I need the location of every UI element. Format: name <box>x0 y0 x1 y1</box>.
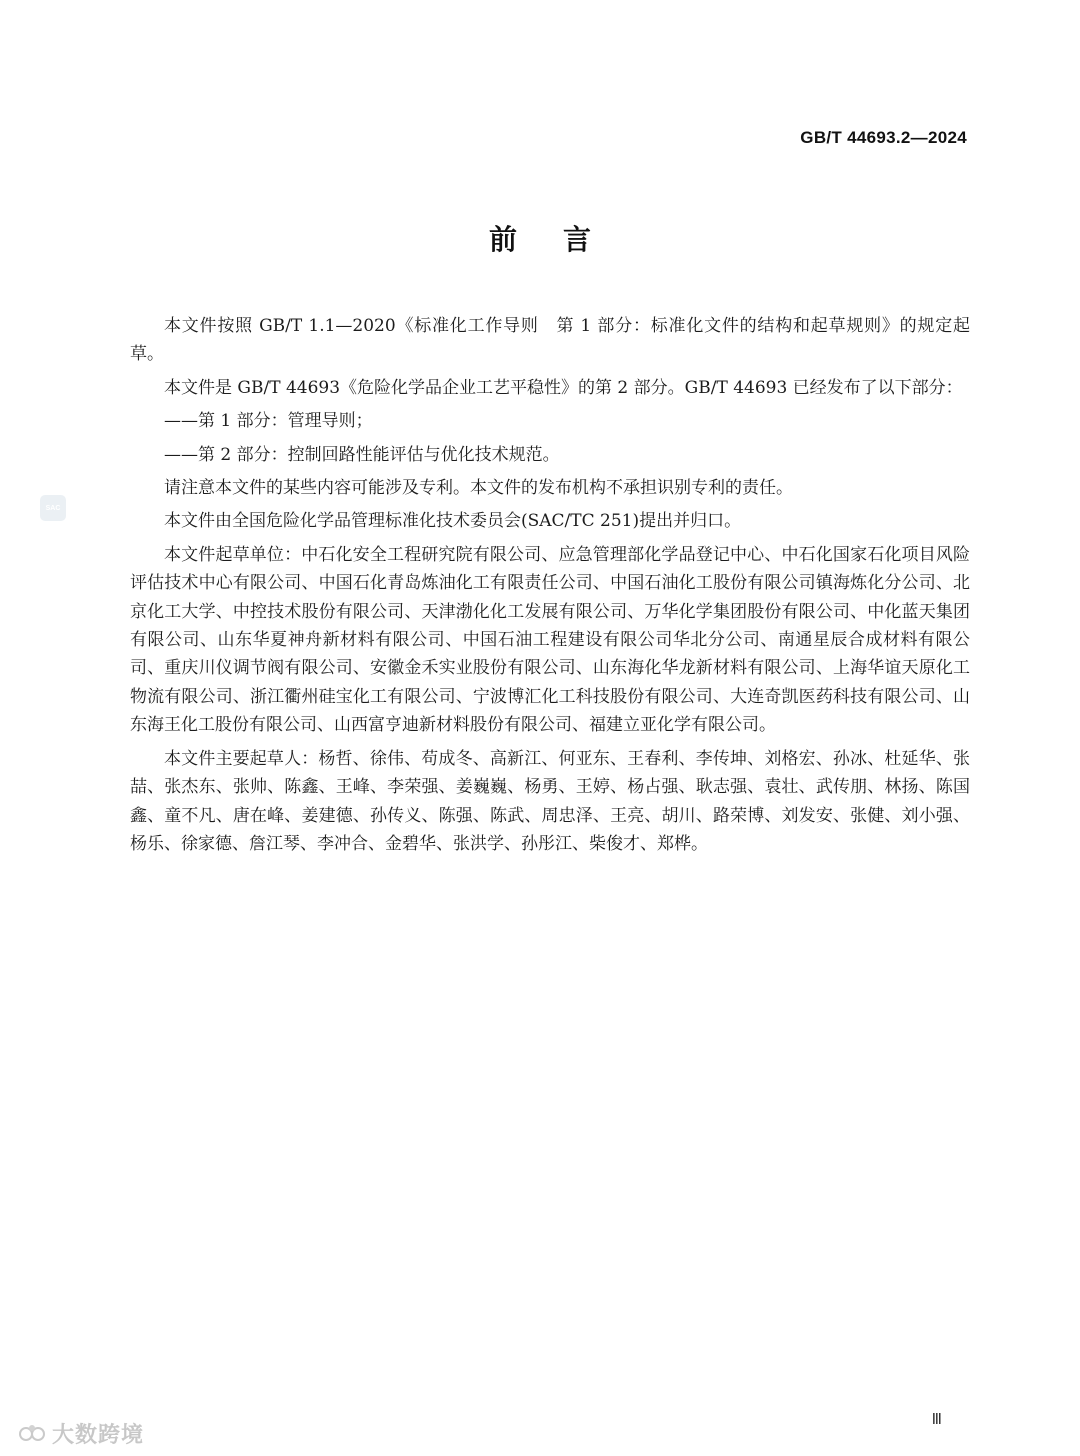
standard-number: GB/T 44693.2—2024 <box>800 128 967 147</box>
foreword-body <box>130 312 970 863</box>
drafting-units-paragraph: 本文件起草单位：中石化安全工程研究院有限公司、应急管理部化学品登记中心、中石化国家石化项目风险评估技术中心有限公司、中国石化青岛炼油化工有限责任公司、中国石油化工股份有限公司镇海炼化分公司、北京化工大学、中控技术股份有限公司、天津渤化化工发展有限公司、万华化学集团股份有限公司、中化蓝天集团有限公司、山东华夏神舟新材料有限公司、中国石油工程建设有限公司华北分公司、南通星辰合成材料有限公司、重庆川仪调节阀有限公司、安徽金禾实业股份有限公司、山东海化华龙新材料有限公司、上海华谊天原化工物流有限公司、浙江衢州硅宝化工有限公司、宁波博汇化工科技股份有限公司、大连奇凯医药科技有限公司、山东海王化工股份有限公司、山西富亨迪新材料股份有限公司、福建立亚化学有限公司。 <box>130 544 970 736</box>
page-number: Ⅲ <box>931 1412 942 1428</box>
sac-logo-icon: SAC <box>40 495 66 521</box>
watermark <box>18 1418 144 1449</box>
committee-paragraph: 本文件由全国危险化学品管理标准化技术委员会(SAC/TC 251)提出并归口。 <box>164 511 742 532</box>
watermark-logo-icon <box>18 1423 48 1445</box>
series-paragraph: 本文件是 GB/T 44693《危险化学品企业工艺平稳性》的第 2 部分。GB/T 44693 已经发布了以下部分： <box>164 377 963 398</box>
page-title: 前言 <box>488 223 637 256</box>
patent-notice-paragraph: 请注意本文件的某些内容可能涉及专利。本文件的发布机构不承担识别专利的责任。 <box>164 478 793 499</box>
part-list-item: ——第 1 部分：管理导则； <box>164 411 373 432</box>
part-list-item: ——第 2 部分：控制回路性能评估与优化技术规范。 <box>164 444 560 465</box>
drafting-rule-paragraph: 本文件按照 GB/T 1.1—2020《标准化工作导则 第 1 部分：标准化文件的结构和起草规则》的规定起草。 <box>130 316 970 365</box>
drafters-paragraph: 本文件主要起草人：杨哲、徐伟、苟成冬、高新江、何亚东、王春利、李传坤、刘格宏、孙冰、杜延华、张喆、张杰东、张帅、陈鑫、王峰、李荣强、姜巍巍、杨勇、王婷、杨占强、耿志强、袁壮、武传朋、林扬、陈国鑫、童不凡、唐在峰、姜建德、孙传义、陈强、陈武、周忠泽、王亮、胡川、路荣博、刘发安、张健、刘小强、杨乐、徐家德、詹江琴、李冲合、金碧华、张洪学、孙彤江、柴俊才、郑桦。 <box>130 748 970 854</box>
watermark-text: 大数跨境 <box>52 1423 145 1448</box>
